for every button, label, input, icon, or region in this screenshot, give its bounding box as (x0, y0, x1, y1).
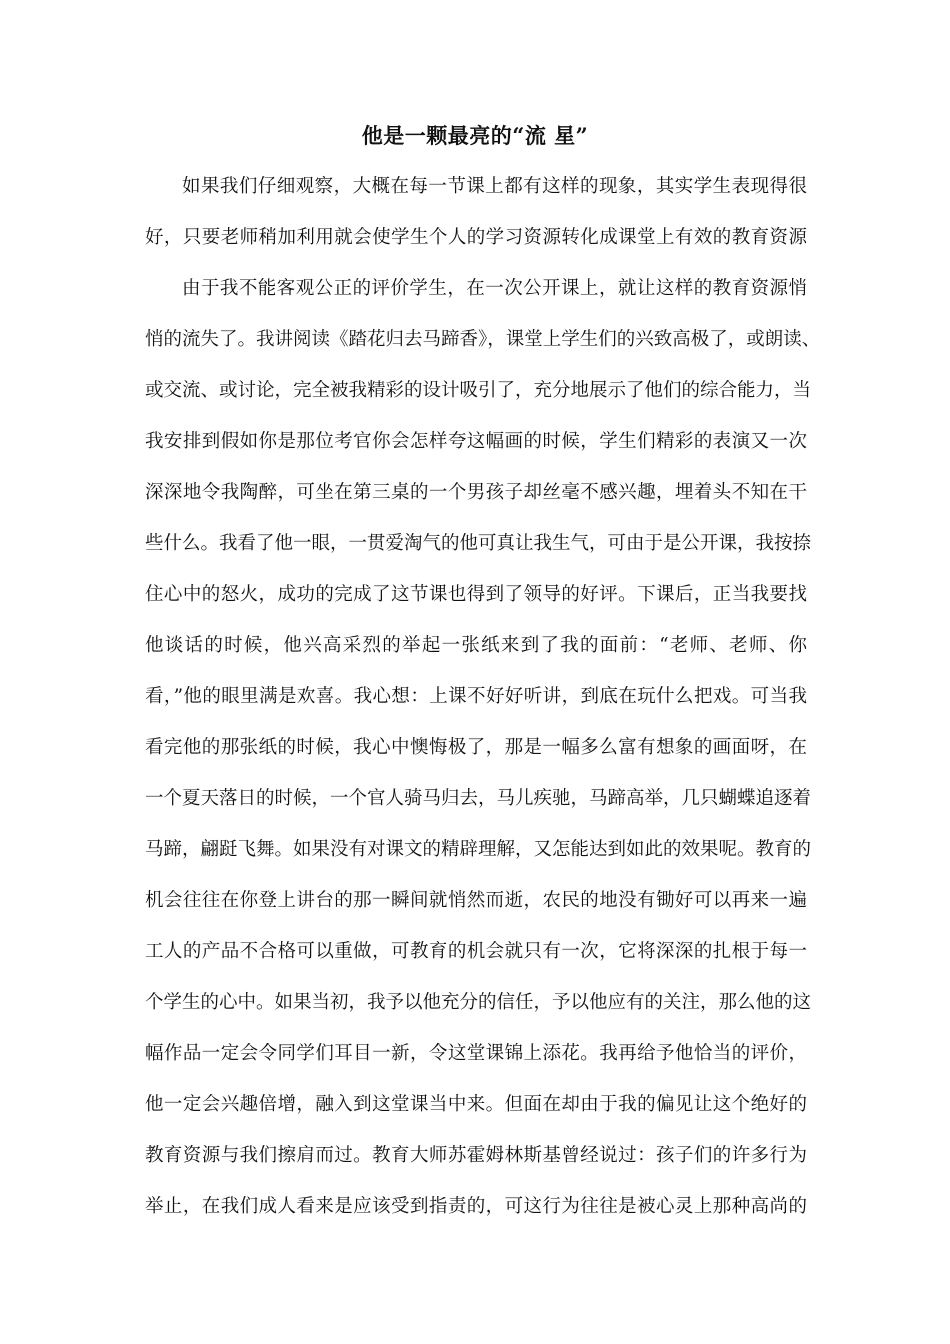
paragraph-line: 看完他的那张纸的时候，我心中懊悔极了，那是一幅多么富有想象的画面呀，在 (145, 737, 807, 758)
paragraph-line: 我安排到假如你是那位考官你会怎样夸这幅画的时候，学生们精彩的表演又一次 (145, 431, 807, 452)
paragraph-line: 些什么。我看了他一眼，一贯爱淘气的他可真让我生气，可由于是公开课，我按捺 (145, 533, 812, 554)
paragraph-line: 好，只要老师稍加利用就会使学生个人的学习资源转化成课堂上有效的教育资源 (145, 227, 807, 248)
paragraph-line: 个学生的心中。如果当初，我予以他充分的信任，予以他应有的关注，那么他的这 (145, 992, 812, 1013)
paragraph-line: 他谈话的时候，他兴高采烈的举起一张纸来到了我的面前：“老师、老师、你 (145, 635, 807, 656)
paragraph-line: 马蹄，翩跹飞舞。如果没有对课文的精辟理解，又怎能达到如此的效果呢。教育的 (145, 839, 812, 860)
paragraph-line: 一个夏天落日的时候，一个官人骑马归去，马儿疾驰，马蹄高举，几只蝴蝶追逐着 (145, 788, 812, 809)
paragraph-line: 或交流、或讨论，完全被我精彩的设计吸引了，充分地展示了他们的综合能力，当 (145, 380, 812, 401)
paragraph-line: 悄的流失了。我讲阅读《踏花归去马蹄香》，课堂上学生们的兴致高极了，或朗读、 (145, 329, 821, 350)
paragraph-line: 他一定会兴趣倍增，融入到这堂课当中来。但面在却由于我的偏见让这个绝好的 (145, 1094, 807, 1115)
paragraph-line: 看，”他的眼里满是欢喜。我心想：上课不好好听讲，到底在玩什么把戏。可当我 (145, 686, 807, 707)
paragraph-line: 教育资源与我们擦肩而过。教育大师苏霍姆林斯基曾经说过：孩子们的许多行为 (145, 1145, 807, 1166)
paragraph-line: 举止，在我们成人看来是应该受到指责的，可这行为往往是被心灵上那种高尚的 (145, 1196, 807, 1217)
paragraph-line: 如果我们仔细观察，大概在每一节课上都有这样的现象，其实学生表现得很 (182, 176, 807, 197)
paragraph-line: 由于我不能客观公正的评价学生，在一次公开课上，就让这样的教育资源悄 (182, 278, 807, 299)
paragraph-line: 工人的产品不合格可以重做，可教育的机会就只有一次，它将深深的扎根于每一 (145, 941, 807, 962)
paragraph-line: 住心中的怒火，成功的完成了这节课也得到了领导的好评。下课后，正当我要找 (145, 584, 807, 605)
document-title: 他是一颗最亮的“流 星” (361, 123, 589, 148)
paragraph-line: 机会往往在你登上讲台的那一瞬间就悄然而逝，农民的地没有锄好可以再来一遍 (145, 890, 807, 911)
paragraph-line: 深深地令我陶醉，可坐在第三桌的一个男孩子却丝毫不感兴趣，埋着头不知在干 (145, 482, 807, 503)
paragraph-line: 幅作品一定会令同学们耳目一新，令这堂课锦上添花。我再给予他恰当的评价， (145, 1043, 807, 1064)
